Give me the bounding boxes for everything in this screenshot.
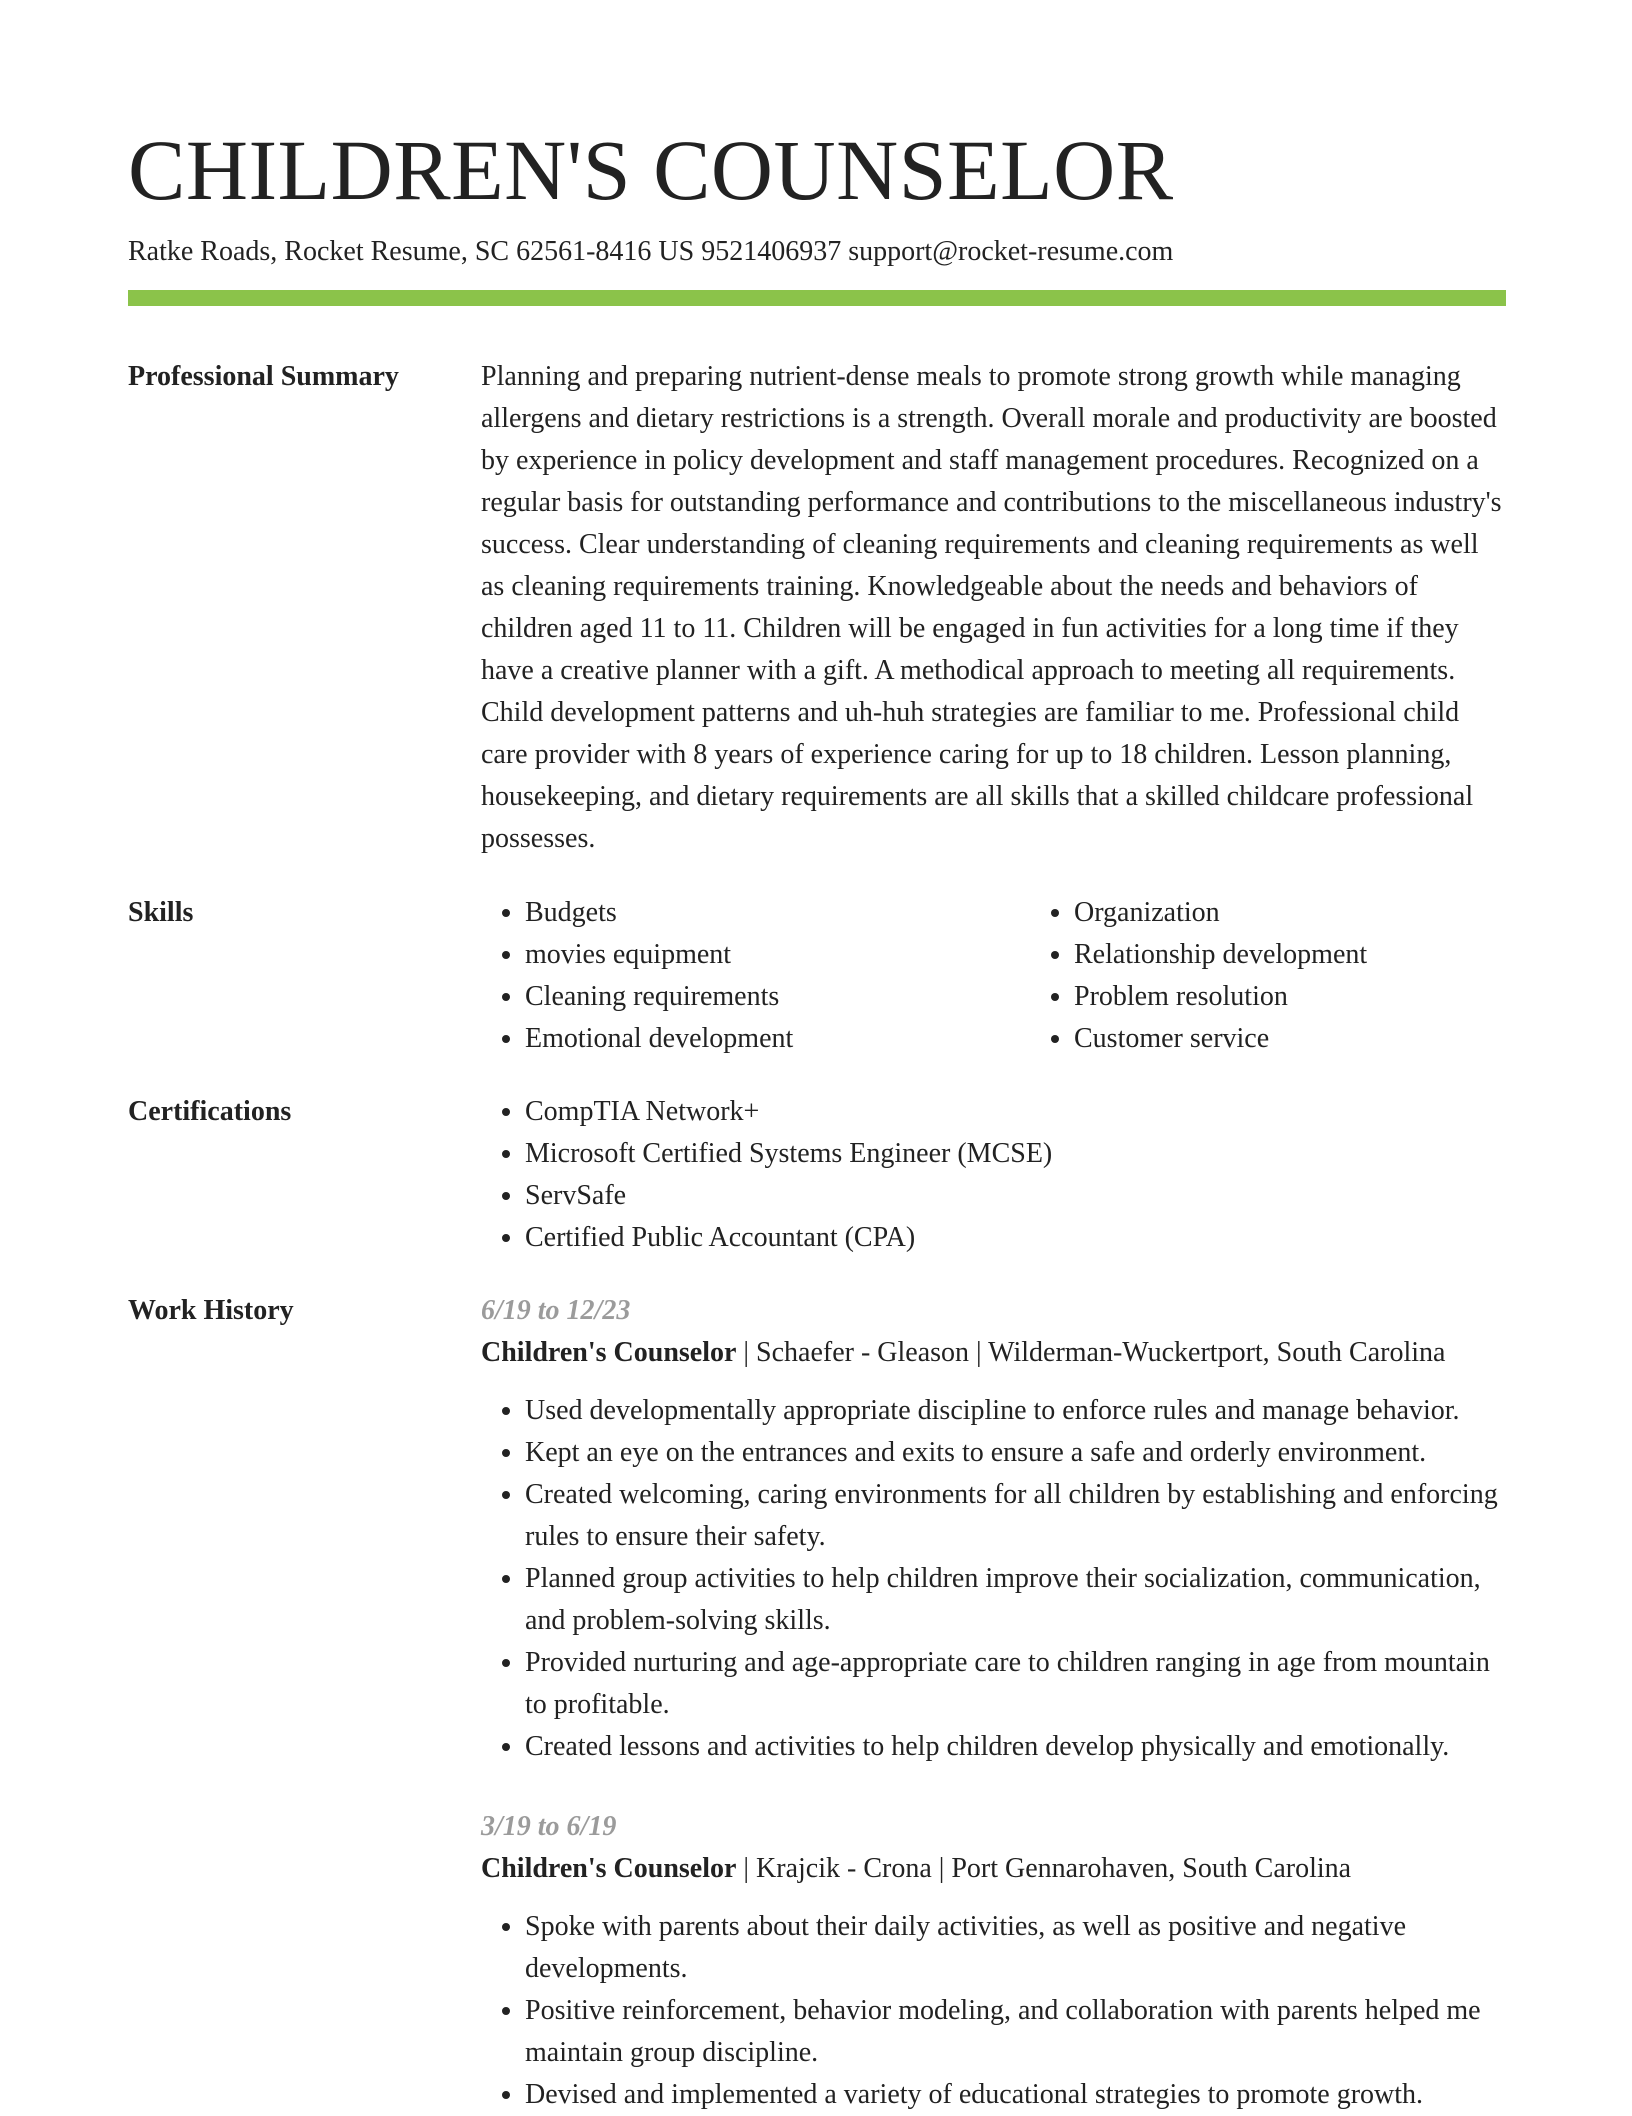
skill-item: • Budgets <box>525 892 1030 934</box>
contact-phone: 9521406937 <box>701 236 842 267</box>
skill-item: • Cleaning requirements <box>525 976 1030 1018</box>
summary-body <box>481 356 1506 860</box>
job-separator: | <box>938 1853 945 1884</box>
contact-line <box>128 234 1506 270</box>
job-title: Children's Counselor <box>481 1337 737 1368</box>
skill-item: • Customer service <box>1074 1018 1579 1060</box>
work-history-heading: Work History <box>128 1295 294 1326</box>
skills-heading: Skills <box>128 897 194 928</box>
skills-body <box>481 892 1506 1060</box>
resume-page <box>128 120 1506 2116</box>
job-bullet: • Planned group activities to help children improve their socialization, communication, and problem-solving skills. <box>525 1558 1506 1642</box>
skills-list-right <box>1030 892 1579 1060</box>
skill-item: • Emotional development <box>525 1018 1030 1060</box>
certifications-body <box>481 1091 1506 1259</box>
work-history-body <box>481 1290 1506 2116</box>
job-separator: | <box>976 1337 982 1368</box>
job-heading <box>481 1848 1506 1890</box>
job-heading <box>481 1332 1506 1374</box>
skill-item: • Organization <box>1074 892 1579 934</box>
job-bullet: • Devised and implemented a variety of educational strategies to promote growth. <box>525 2074 1506 2116</box>
job-company: Schaefer - Gleason <box>756 1337 970 1368</box>
job-bullet: • Kept an eye on the entrances and exits to ensure a safe and orderly environment. <box>525 1432 1506 1474</box>
job-company: Krajcik - Crona <box>756 1853 932 1884</box>
summary-text: Planning and preparing nutrient-dense meals to promote strong growth while managing allergens and dietary restrictions is a strength. Overall morale and productivity are boosted by experience in policy development and staff management procedures. Recognized on a regular basis for outstanding performance and contributions to the miscellaneous industry's success. Clear understanding of cleaning requirements and cleaning requirements as well as cleaning requirements training. Knowledgeable about the needs and behaviors of children aged 11 to 11. Children will be engaged in fun activities for a long time if they have a creative planner with a gift. A methodical approach to meeting all requirements. Child development patterns and uh-huh strategies are familiar to me. Professional child care provider with 8 years of experience caring for up to 18 children. Lesson planning, housekeeping, and dietary requirements are all skills that a skilled childcare professional possesses. <box>481 361 1502 854</box>
job-separator: | <box>743 1853 750 1884</box>
contact-address: Ratke Roads, Rocket Resume, SC 62561-8416 US <box>128 236 695 267</box>
skill-item: • movies equipment <box>525 934 1030 976</box>
job-title: Children's Counselor <box>481 1853 737 1884</box>
job-entry <box>481 1290 1506 1768</box>
work-history-section <box>128 1290 1506 2116</box>
skill-item: • Problem resolution <box>1074 976 1579 1018</box>
certification-item: • CompTIA Network+ <box>525 1091 1506 1133</box>
job-bullet: • Created lessons and activities to help children develop physically and emotionally. <box>525 1726 1506 1768</box>
job-bullet: • Created welcoming, caring environments for all children by establishing and enforcing rules to ensure their safety. <box>525 1474 1506 1558</box>
job-dates: 6/19 to 12/23 <box>481 1295 631 1326</box>
summary-heading: Professional Summary <box>128 361 399 392</box>
job-entry <box>481 1806 1506 2116</box>
certifications-list <box>481 1091 1506 1259</box>
job-location: Wilderman-Wuckertport, South Carolina <box>988 1337 1446 1368</box>
contact-email: support@rocket-resume.com <box>848 236 1174 267</box>
header-divider <box>128 290 1506 306</box>
certification-item: • Certified Public Accountant (CPA) <box>525 1217 1506 1259</box>
skill-item: • Relationship development <box>1074 934 1579 976</box>
job-bullet: • Spoke with parents about their daily activities, as well as positive and negative developments. <box>525 1906 1506 1990</box>
certifications-heading: Certifications <box>128 1096 292 1127</box>
summary-section <box>128 356 1506 860</box>
job-bullet: • Positive reinforcement, behavior modeling, and collaboration with parents helped me maintain group discipline. <box>525 1990 1506 2074</box>
job-bullets <box>481 1390 1506 1768</box>
certification-item: • Microsoft Certified Systems Engineer (MCSE) <box>525 1133 1506 1175</box>
job-bullets <box>481 1906 1506 2116</box>
skills-list-left <box>481 892 1030 1060</box>
resume-title: CHILDREN'S COUNSELOR <box>128 122 1174 218</box>
job-separator: | <box>743 1337 750 1368</box>
certification-item: • ServSafe <box>525 1175 1506 1217</box>
job-bullet: • Used developmentally appropriate discipline to enforce rules and manage behavior. <box>525 1390 1506 1432</box>
job-location: Port Gennarohaven, South Carolina <box>951 1853 1352 1884</box>
job-dates: 3/19 to 6/19 <box>481 1811 617 1842</box>
job-bullet: • Provided nurturing and age-appropriate care to children ranging in age from mountain to profitable. <box>525 1642 1506 1726</box>
skills-section <box>128 892 1506 1060</box>
certifications-section <box>128 1091 1506 1259</box>
